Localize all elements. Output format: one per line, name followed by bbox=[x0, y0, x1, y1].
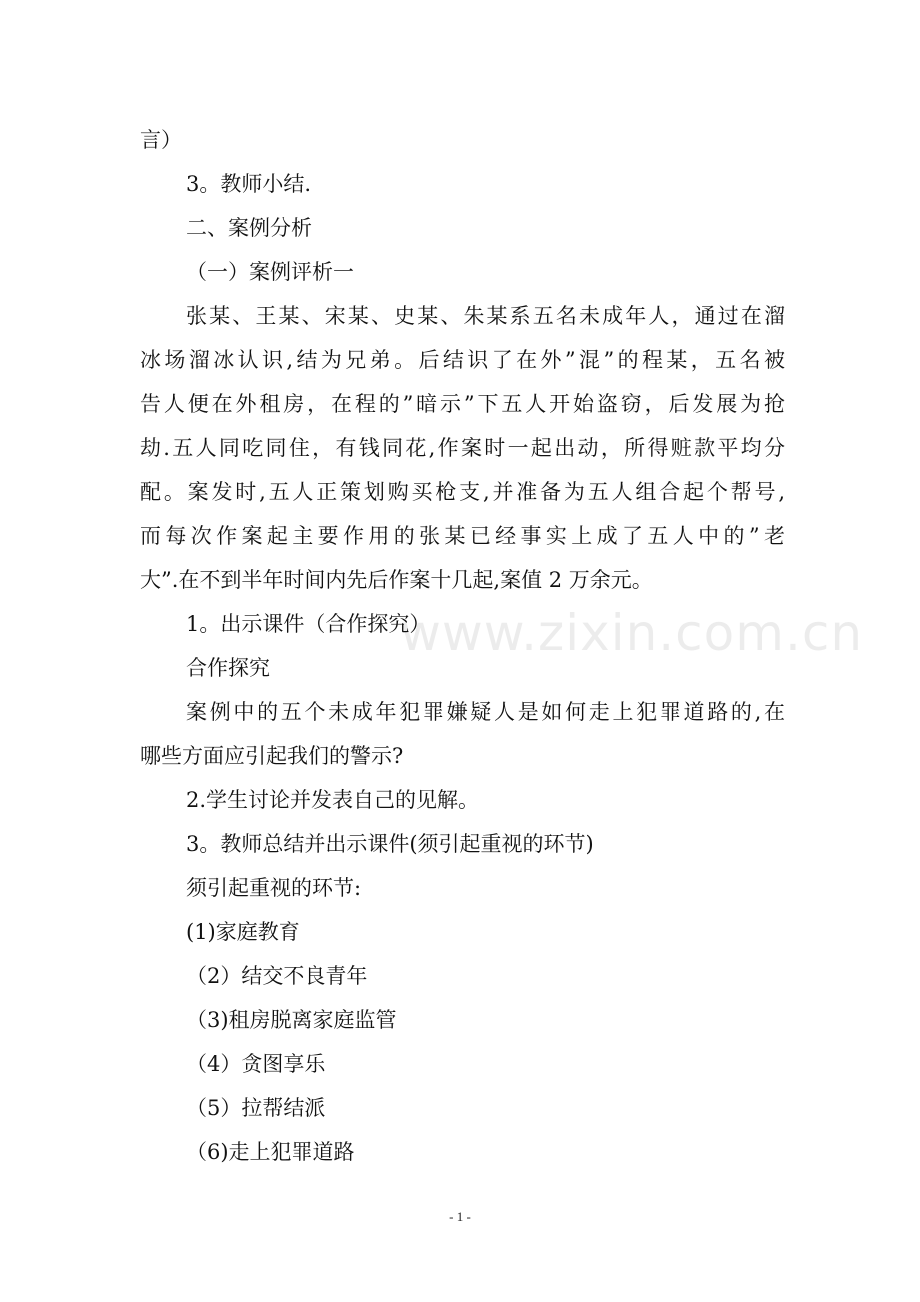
case-paragraph-line: 告人便在外租房，在程的”暗示”下五人开始盗窃，后发展为抢 bbox=[140, 392, 785, 416]
case-paragraph-line: 张某、王某、宋某、史某、朱某系五名未成年人，通过在溜 bbox=[186, 304, 785, 328]
text-line-teacher-conclusion: 3。教师总结并出示课件(须引起重视的环节) bbox=[186, 832, 594, 856]
page-number: - 1 - bbox=[449, 1209, 471, 1224]
list-item-link: (1)家庭教育 bbox=[186, 920, 300, 944]
list-item-link: （3)租房脱离家庭监管 bbox=[186, 1008, 397, 1032]
text-line-links-title: 须引起重视的环节: bbox=[186, 876, 362, 900]
text-line-teacher-summary: 3。教师小结. bbox=[186, 172, 312, 196]
list-item-link: （2）结交不良青年 bbox=[186, 964, 368, 988]
case-paragraph-line: 而每次作案起主要作用的张某已经事实上成了五人中的”老 bbox=[140, 524, 785, 548]
case-paragraph bbox=[140, 294, 785, 602]
case-paragraph-line: 劫.五人同吃同住，有钱同花,作案时一起出动，所得赃款平均分 bbox=[140, 436, 785, 460]
question-paragraph bbox=[140, 690, 785, 778]
list-item-link: （4）贪图享乐 bbox=[186, 1052, 326, 1076]
case-paragraph-line: 大”.在不到半年时间内先后作案十几起,案值 2 万余元。 bbox=[140, 568, 653, 592]
section-heading-case-analysis: 二、案例分析 bbox=[186, 216, 312, 240]
text-line-student-discussion: 2.学生讨论并发表自己的见解。 bbox=[186, 788, 480, 812]
list-item-link: （6)走上犯罪道路 bbox=[186, 1140, 355, 1164]
case-paragraph-line: 配。案发时,五人正策划购买枪支,并准备为五人组合起个帮号, bbox=[140, 480, 785, 504]
question-line: 哪些方面应引起我们的警示? bbox=[140, 744, 404, 768]
text-line-show-courseware: 1。出示课件（合作探究） bbox=[186, 612, 431, 636]
question-line: 案例中的五个未成年犯罪嫌疑人是如何走上犯罪道路的,在 bbox=[186, 700, 785, 724]
text-line-continuation: 言） bbox=[140, 128, 182, 152]
case-paragraph-line: 冰场溜冰认识,结为兄弟。后结识了在外”混”的程某，五名被 bbox=[140, 348, 785, 372]
text-line-cooperative-inquiry: 合作探究 bbox=[186, 656, 270, 680]
watermark: www.zixin.com.cn bbox=[400, 604, 864, 662]
list-item-link: （5）拉帮结派 bbox=[186, 1096, 326, 1120]
subsection-heading-case-one: （一）案例评析一 bbox=[186, 260, 354, 284]
